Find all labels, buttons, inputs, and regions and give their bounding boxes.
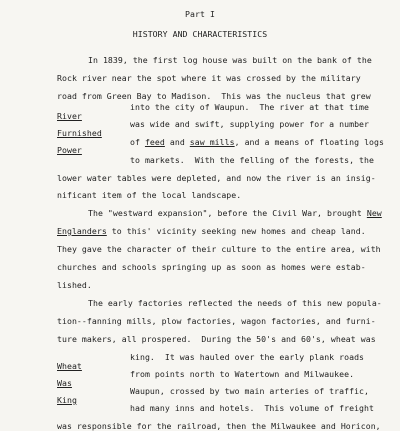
margin-note-furnished: Furnished xyxy=(57,128,102,138)
para2-line2 xyxy=(57,226,366,236)
para3-line4: king. It was hauled over the early plank roads xyxy=(130,352,365,362)
para1-line6-part-c: , and a means of floating logs xyxy=(234,137,384,147)
para1-line8: lower water tables were depleted, and now the river is an insig- xyxy=(57,173,376,183)
para3-line7: had many inns and hotels. This volume of freight xyxy=(130,403,374,413)
underlined-feed: feed xyxy=(144,137,165,147)
para3-line1: The early factories reflected the needs of this new popula- xyxy=(88,298,382,308)
para3-line3: ture makers, all prospered. During the 50's and 60's, wheat was xyxy=(57,334,376,344)
para1-line9: nificant item of the local landscape. xyxy=(57,190,242,200)
para1-line2: Rock river near the spot where it was crossed by the military xyxy=(57,73,361,83)
para1-line5: was wide and swift, supplying power for a number xyxy=(130,119,370,129)
para2-line1 xyxy=(88,208,382,218)
underlined-saw-mills: saw mills xyxy=(189,137,235,147)
para3-line5: from points north to Watertown and Milwaukee. xyxy=(130,369,355,379)
margin-note-power: Power xyxy=(57,145,82,155)
underlined-englanders: Englanders xyxy=(57,226,107,236)
para1-line6-part-b: and xyxy=(164,137,190,147)
para1-line7: to markets. With the felling of the forests, the xyxy=(130,155,374,165)
para3-line6: Waupun, crossed by two main arteries of traffic, xyxy=(130,386,370,396)
section-title: HISTORY AND CHARACTERISTICS xyxy=(132,29,268,39)
para2-line3: They gave the character of their culture to the entire area, with xyxy=(57,244,381,254)
para1-line1: In 1839, the first log house was built on the bank of the xyxy=(88,55,372,65)
margin-note-king: King xyxy=(57,395,77,405)
margin-note-river: River xyxy=(57,111,82,121)
para1-line6-part-a: of xyxy=(130,137,145,147)
part-label: Part I xyxy=(185,9,215,19)
margin-note-was: Was xyxy=(57,378,72,388)
para2-line4: churches and schools springing up as soon as homes were estab- xyxy=(57,262,366,272)
para1-line4: into the city of Waupun. The river at that time xyxy=(130,102,370,112)
underlined-new: New xyxy=(366,208,382,218)
para3-line8: was responsible for the railroad, then the Milwaukee and Horicon, xyxy=(57,421,381,431)
para2-line1-text: The "westward expansion", before the Civil War, brought xyxy=(88,208,367,218)
para3-line2: tion--fanning mills, plow factories, wagon factories, and furni- xyxy=(57,316,376,326)
para1-line6 xyxy=(130,137,384,147)
margin-note-wheat: Wheat xyxy=(57,361,82,371)
para2-line2-text: to this' vicinity seeking new homes and cheap land. xyxy=(106,226,366,236)
para2-line5: lished. xyxy=(57,280,92,290)
para1-line3: road from Green Bay to Madison. This was the nucleus that grew xyxy=(57,91,371,101)
